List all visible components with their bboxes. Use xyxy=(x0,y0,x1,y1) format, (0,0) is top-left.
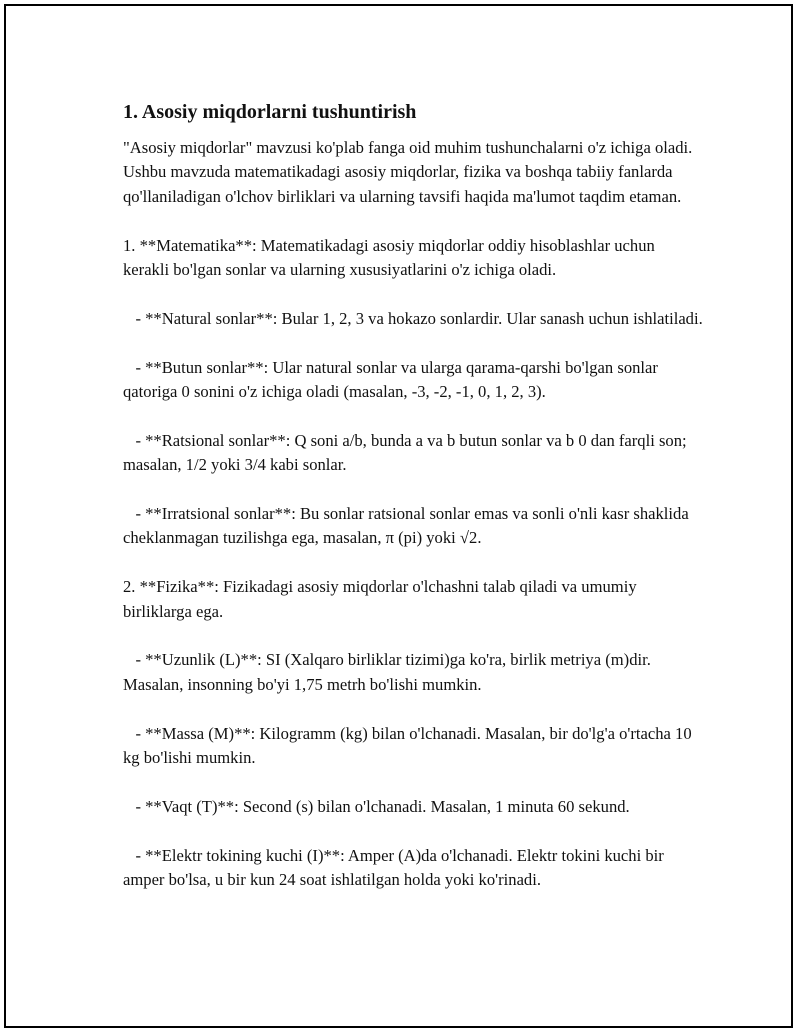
page-frame xyxy=(4,4,793,1028)
document-body xyxy=(123,98,703,917)
sub-item-butun-sonlar: - **Butun sonlar**: Ular natural sonlar va ularga qarama-qarshi bo'lgan sonlar qatoriga 0 sonini o'z ichiga oladi (masalan, -3, -2, -1, 0, 1, 2, 3). xyxy=(123,357,663,402)
list-item-fizika: 2. **Fizika**: Fizikadagi asosiy miqdorlar o'lchashni talab qiladi va umumiy birliklarga ega. xyxy=(123,577,641,621)
sub-item-ratsional-sonlar: - **Ratsional sonlar**: Q soni a/b, bunda a va b butun sonlar va b 0 dan farqli son; masalan, 1/2 yoki 3/4 kabi sonlar. xyxy=(123,430,691,475)
sub-item-massa: - **Massa (M)**: Kilogramm (kg) bilan o'lchanadi. Masalan, bir do'lg'a o'rtacha 10 kg bo'lishi mumkin. xyxy=(123,723,696,768)
section-heading: 1. Asosiy miqdorlarni tushuntirish xyxy=(123,101,417,123)
sub-item-natural-sonlar: - **Natural sonlar**: Bular 1, 2, 3 va hokazo sonlardir. Ular sanash uchun ishlatiladi. xyxy=(123,308,703,328)
sub-item-irratsional-sonlar: - **Irratsional sonlar**: Bu sonlar ratsional sonlar emas va sonli o'nli kasr shaklida cheklanmagan tuzilishga ega, masalan, π (pi) yoki √2. xyxy=(123,504,693,548)
list-item-matematika: 1. **Matematika**: Matematikadagi asosiy miqdorlar oddiy hisoblashlar uchun kerakli bo'lgan sonlar va ularning xususiyatlarini o'z ichiga oladi. xyxy=(123,235,659,280)
sub-item-elektr-toki: - **Elektr tokining kuchi (I)**: Amper (A)da o'lchanadi. Elektr tokini kuchi bir amper bo'lsa, u bir kun 24 soat ishlatilgan holda yoki ko'rinadi. xyxy=(123,845,668,890)
sub-item-uzunlik: - **Uzunlik (L)**: SI (Xalqaro birliklar tizimi)ga ko'ra, birlik metriya (m)dir. Masalan, insonning bo'yi 1,75 metrh bo'lishi mumkin. xyxy=(123,650,656,694)
intro-paragraph: "Asosiy miqdorlar" mavzusi ko'plab fanga oid muhim tushunchalarni o'z ichiga oladi. Ushbu mavzuda matematikadagi asosiy miqdorlar, fizika va boshqa tabiiy fanlarda qo'llaniladigan o'lchov birliklari va ularning tavsifi haqida ma'lumot taqdim etaman. xyxy=(123,138,697,206)
sub-item-vaqt: - **Vaqt (T)**: Second (s) bilan o'lchanadi. Masalan, 1 minuta 60 sekund. xyxy=(123,796,630,816)
